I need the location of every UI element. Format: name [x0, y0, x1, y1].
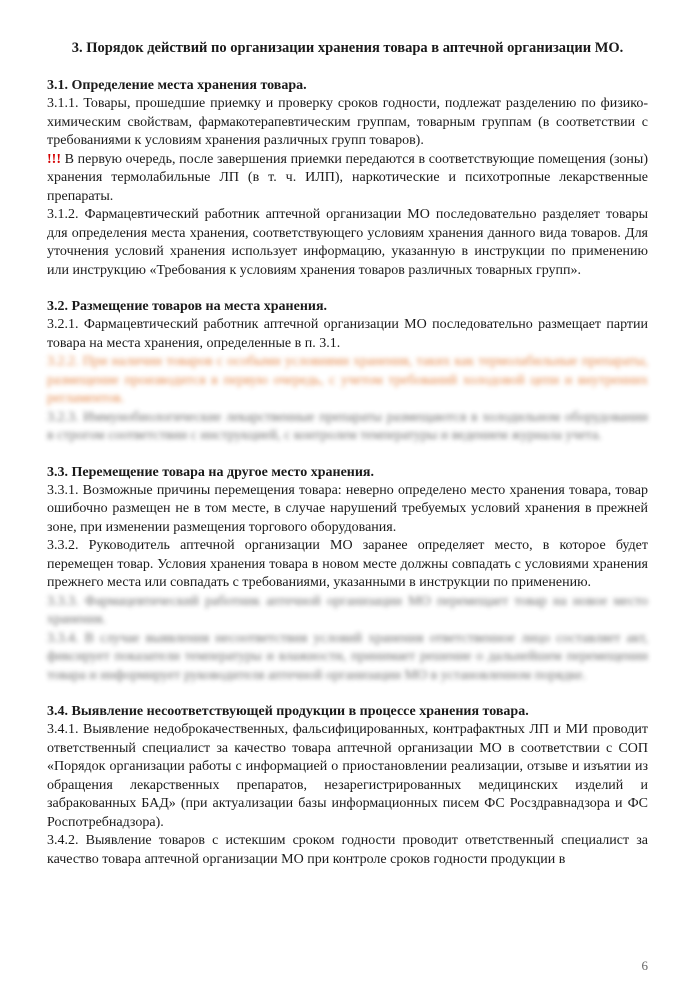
warning-text: В первую очередь, после завершения приемки передаются в соответствующие помещения (зоны) хранения термолабильные ЛП (в т. ч. ИЛП), наркотические и психотропные лекарственные препараты.: [47, 151, 648, 204]
blurred-paragraph-3-2-3: 3.2.3. Иммунобиологические лекарственные препараты размещаются в холодильном оборудовании в строгом соответствии с инструкцией, с контролем температуры и ведением журнала учета.: [47, 409, 648, 443]
paragraph-3-2-1: 3.2.1. Фармацевтический работник аптечной организации МО последовательно размещает партии товара на места хранения, определенные в п. 3.1.: [47, 317, 648, 351]
section-heading-3-1: 3.1. Определение места хранения товара.: [47, 78, 307, 93]
warning-paragraph: [47, 151, 648, 207]
blurred-paragraph-3-3-3: 3.3.3. Фармацевтический работник аптечной организации МО перемещает товар на новое место хранения.: [47, 593, 648, 627]
paragraph-3-1-2: 3.1.2. Фармацевтический работник аптечной организации МО последовательно разделяет товары для определения места хранения, соответствующего условиям хранения данного вида товаров. Для уточнения условий хранения использует информацию, указанную в инструкции по применению или инструкцию «Требования к условиям хранения товаров различных товарных групп».: [47, 207, 648, 278]
paragraph-3-1-1: 3.1.1. Товары, прошедшие приемку и проверку сроков годности, подлежат разделению по физико-химическим свойствам, фармакотерапевтическим группам, товарным группам (в соответствии с требованиями к условиям хранения различных групп товаров).: [47, 96, 648, 148]
warning-mark: !!!: [47, 151, 61, 167]
paragraph-3-4-1: 3.4.1. Выявление недоброкачественных, фальсифицированных, контрафактных ЛП и МИ проводит ответственный специалист за качество товара аптечной организации МО в соответствии с СОП «Порядок организации работы с информацией о приостановлении реализации, отзыве и изъятии из обращения лекарственных препаратов, незарегистрированных медицинских изделий и забракованных БАД» (при актуализации базы информационных писем ФС Росздравнадзора и ФС Роспотребнадзора).: [47, 722, 648, 830]
paragraph-3-3-2: 3.3.2. Руководитель аптечной организации МО заранее определяет место, в которое будет перемещен товар. Условия хранения товара в новом месте должны совпадать с условиями хранения прежнего места или совпадать с требованиями, указанными в инструкции по применению.: [47, 538, 648, 590]
page-title: 3. Порядок действий по организации хранения товара в аптечной организации МО.: [71, 40, 624, 56]
section-heading-3-4: 3.4. Выявление несоответствующей продукции в процессе хранения товара.: [47, 704, 529, 719]
paragraph-3-4-2: 3.4.2. Выявление товаров с истекшим сроком годности проводит ответственный специалист за качество товара аптечной организации МО при контроле сроков годности продукции в: [47, 833, 648, 867]
section-heading-3-3: 3.3. Перемещение товара на другое место хранения.: [47, 464, 374, 480]
blurred-paragraph-3-2-2: 3.2.2. При наличии товаров с особыми условиями хранения, таких как термолабильные препараты, размещение производится в первую очередь, с учетом требований холодовой цепи и внутренних регламентов.: [47, 354, 648, 406]
paragraph-3-3-1: 3.3.1. Возможные причины перемещения товара: неверно определено место хранения товара, товар ошибочно размещен не в том месте, в случае нарушений требуемых условий хранения в прежней зоне, при изменении размещения торгового оборудования.: [47, 482, 648, 535]
section-heading-3-2: 3.2. Размещение товаров на места хранения.: [47, 299, 328, 314]
page-number: 6: [641, 958, 648, 973]
blurred-paragraph-3-3-4: 3.3.4. В случае выявления несоответствия условий хранения ответственное лицо составляет акт, фиксирует показатели температуры и влажности, принимает решение о дальнейшем перемещении товара и информирует руководителя аптечной организации МО в установленном порядке.: [47, 630, 648, 683]
